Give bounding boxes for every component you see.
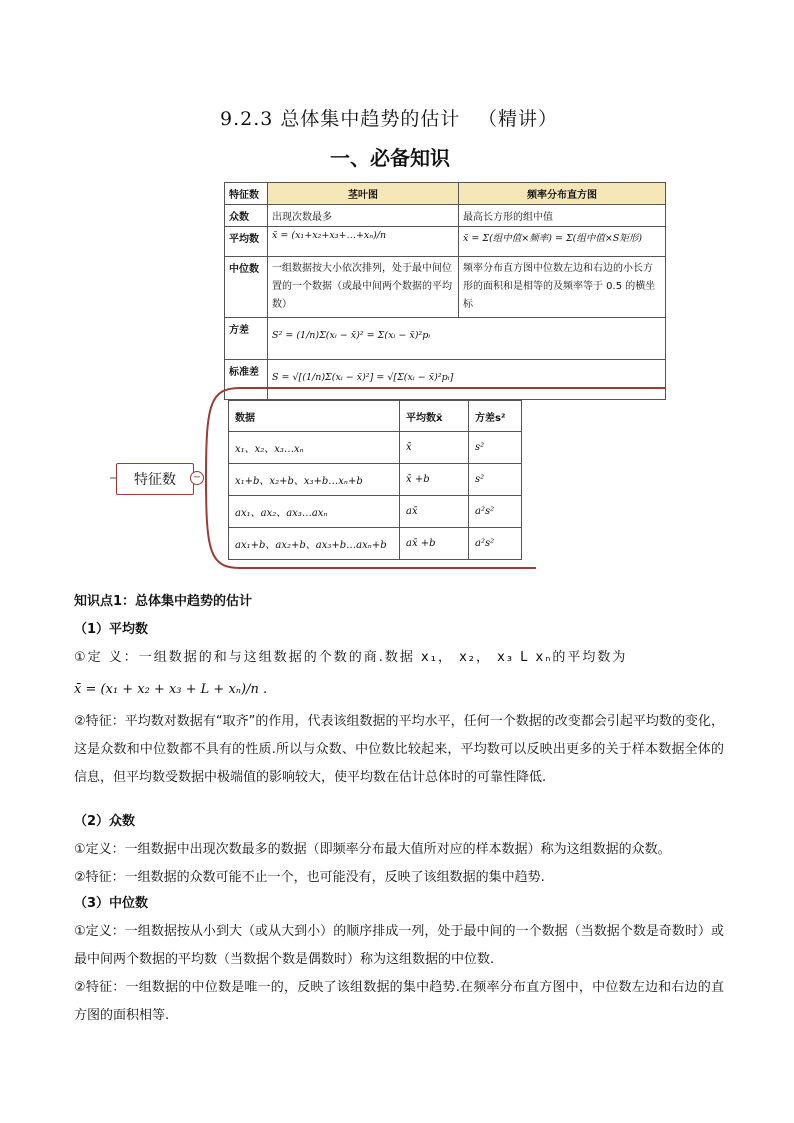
- row-label: 众数: [225, 205, 268, 227]
- section-heading-mode: （2）众数: [74, 814, 136, 829]
- table-cell: s²: [469, 464, 522, 496]
- median-feature: ②特征：一组数据的中位数是唯一的，反映了该组数据的集中趋势.在频率分布直方图中，中位数左边和右边的直方图的面积相等.: [74, 980, 724, 1023]
- section-heading-mean: （1）平均数: [74, 622, 149, 637]
- table-cell: a²s²: [469, 496, 522, 528]
- table-header: 方差s²: [469, 401, 522, 432]
- section-heading-median: （3）中位数: [74, 896, 149, 911]
- table-cell: x̄ +b: [400, 464, 469, 496]
- section-heading: 一、必备知识: [330, 146, 450, 170]
- table-cell: 频率分布直方图中位数左边和右边的小长方形的面积和是相等的及频率等于 0.5 的横坐标: [459, 257, 666, 318]
- formula-cell: S = √[(1/n)Σ(xᵢ − x̄)²] = √[Σ(xᵢ − x̄)²pᵢ]: [268, 360, 666, 400]
- section-median: [74, 890, 724, 1030]
- table-cell: ax₁、ax₂、ax₃…axₙ: [229, 496, 400, 528]
- mode-definition: ①定义：一组数据中出现次数最多的数据（即频率分布最大值所对应的样本数据）称为这组数据的众数。: [74, 842, 671, 857]
- table-cell: a²s²: [469, 528, 522, 560]
- table-cell: ax̄: [400, 496, 469, 528]
- transform-table: [228, 400, 522, 560]
- formula-cell: S² = (1/n)Σ(xᵢ − x̄)² = Σ(xᵢ − x̄)²pᵢ: [268, 318, 666, 360]
- title-suffix: （精讲）: [478, 108, 559, 130]
- table-cell: 最高长方形的组中值: [459, 205, 666, 227]
- mean-definition: ①定 义：一组数据的和与这组数据的个数的商.数据 x₁， x₂， x₃ L xₙ的平均数为: [74, 650, 628, 665]
- table-row: [229, 432, 522, 464]
- section-mode: [74, 808, 724, 892]
- row-label: 标准差: [225, 360, 268, 400]
- table-row: [229, 464, 522, 496]
- table-cell: x₁+b、x₂+b、x₃+b…xₙ+b: [229, 464, 400, 496]
- table-row: [229, 496, 522, 528]
- table-cell: x̄: [400, 432, 469, 464]
- table-header: 平均数x̄: [400, 401, 469, 432]
- table-cell: s²: [469, 432, 522, 464]
- feature-node: 特征数: [116, 463, 194, 495]
- feature-table: [224, 182, 666, 400]
- row-label: 平均数: [225, 227, 268, 257]
- table-cell: 出现次数最多: [268, 205, 459, 227]
- table-cell: x₁、x₂、x₃…xₙ: [229, 432, 400, 464]
- section-mean: [74, 616, 724, 792]
- table-header: 数据: [229, 401, 400, 432]
- row-label: 方差: [225, 318, 268, 360]
- mean-formula: x̄ = (x₁ + x₂ + x₃ + L + xₙ)/n .: [74, 682, 268, 697]
- title-main: 9.2.3 总体集中趋势的估计: [220, 108, 461, 130]
- table-header: 茎叶图: [268, 183, 459, 205]
- table-cell: 一组数据按大小依次排列，处于最中间位置的一个数据（或最中间两个数据的平均数）: [268, 257, 459, 318]
- mode-feature: ②特征：一组数据的众数可能不止一个，也可能没有，反映了该组数据的集中趋势.: [74, 870, 545, 885]
- knowledge-point-title: [74, 588, 724, 616]
- formula-cell: x̄ = (x₁+x₂+x₃+…+xₙ)/n: [268, 227, 459, 257]
- table-cell: ax₁+b、ax₂+b、ax₃+b…axₙ+b: [229, 528, 400, 560]
- table-row: [229, 528, 522, 560]
- kp-heading: 知识点1：总体集中趋势的估计: [74, 594, 253, 609]
- mean-feature: ②特征：平均数对数据有“取齐”的作用，代表该组数据的平均水平，任何一个数据的改变都会引起平均数的变化，这是众数和中位数都不具有的性质.所以与众数、中位数比较起来，平均数可以反映出更多的关于样本数据全体的信息，但平均数受数据中极端值的影响较大，使平均数在估计总体时的可靠性降低.: [74, 714, 724, 785]
- collapse-icon[interactable]: −: [190, 471, 204, 485]
- table-header: 特征数: [225, 183, 268, 205]
- table-header: 频率分布直方图: [459, 183, 666, 205]
- mind-map: [110, 384, 670, 572]
- median-definition: ①定义：一组数据按从小到大（或从大到小）的顺序排成一列，处于最中间的一个数据（当数据个数是奇数时）或最中间两个数据的平均数（当数据个数是偶数时）称为这组数据的中位数.: [74, 924, 724, 967]
- row-label: 中位数: [225, 257, 268, 318]
- table-cell: ax̄ +b: [400, 528, 469, 560]
- formula-cell: x̄ = Σ(组中值×频率) = Σ(组中值×S矩形): [459, 227, 666, 257]
